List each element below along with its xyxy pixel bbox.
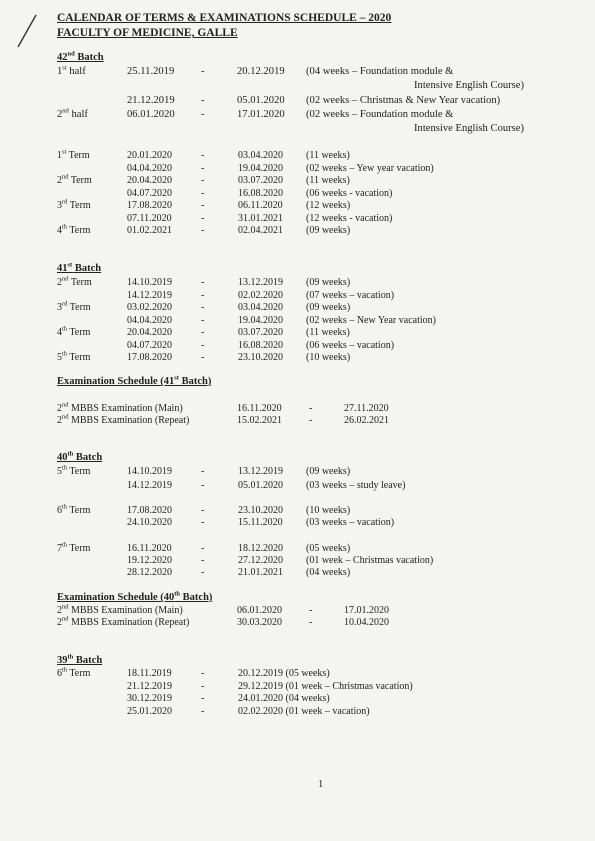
exam-ordinal-suffix: nd: [62, 401, 69, 409]
duration-note: (12 weeks): [306, 200, 351, 211]
start-date: 21.12.2019: [127, 95, 175, 106]
date-separator: -: [201, 668, 205, 679]
term-row: [0, 706, 595, 718]
start-date: 01.02.2021: [127, 225, 172, 236]
term-number: 3: [57, 200, 62, 211]
start-date: 20.01.2020: [127, 150, 172, 161]
term-label: [57, 352, 90, 363]
date-separator: -: [201, 150, 205, 161]
date-separator: -: [201, 213, 205, 224]
term-row: [0, 517, 595, 529]
duration-note: (04 weeks): [306, 567, 351, 578]
exam-end-date: 10.04.2020: [344, 617, 389, 628]
end-date-with-note: 24.01.2020 (04 weeks): [238, 693, 330, 704]
pen-mark-icon: [6, 12, 46, 52]
term-word: Term: [69, 200, 91, 211]
start-date: 14.12.2019: [127, 290, 172, 301]
term-word: Term: [70, 175, 92, 186]
term-row: [0, 175, 595, 187]
faculty-name: FACULTY OF MEDICINE, GALLE: [57, 27, 238, 39]
duration-note: (09 weeks): [306, 225, 351, 236]
end-date: 19.04.2020: [238, 315, 283, 326]
term-number: 7: [57, 543, 62, 554]
start-date: 17.08.2020: [127, 505, 172, 516]
start-date: 14.10.2019: [127, 277, 172, 288]
term-word: Term: [68, 150, 90, 161]
duration-note: (05 weeks): [306, 543, 351, 554]
term-ordinal-suffix: st: [62, 148, 67, 156]
term-row: [0, 543, 595, 555]
term-word: Term: [69, 668, 91, 679]
end-date: 05.01.2020: [237, 95, 285, 106]
term-word: Term: [69, 466, 91, 477]
term-word: Term: [69, 302, 91, 313]
term-row: [0, 213, 595, 225]
term-label: [57, 109, 88, 120]
duration-note: (06 weeks – vacation): [306, 340, 395, 351]
exam-end-date: 17.01.2020: [344, 605, 389, 616]
duration-note: (03 weeks – study leave): [306, 480, 406, 491]
date-separator: -: [201, 466, 205, 477]
term-number: 4: [57, 225, 62, 236]
term-label: [57, 505, 90, 516]
date-separator: -: [309, 605, 313, 616]
term-label: [57, 150, 90, 161]
duration-note: (11 weeks): [306, 327, 350, 338]
term-label: [57, 277, 92, 288]
end-date: 03.04.2020: [238, 150, 283, 161]
date-separator: -: [201, 66, 205, 77]
term-label: [57, 668, 90, 679]
exam-row: [0, 403, 595, 415]
start-date: 25.01.2020: [127, 706, 172, 717]
batch-42-note-continued-2: Intensive English Course): [414, 123, 525, 134]
date-separator: -: [201, 543, 205, 554]
date-separator: -: [201, 480, 205, 491]
term-row: [0, 555, 595, 567]
start-date: 14.10.2019: [127, 466, 172, 477]
end-date: 16.08.2020: [238, 188, 283, 199]
term-word: half: [71, 109, 88, 120]
term-number: 5: [57, 352, 62, 363]
duration-note: (02 weeks – Yew year vacation): [306, 163, 434, 174]
term-ordinal-suffix: st: [62, 64, 67, 72]
half-row: [0, 66, 595, 78]
date-separator: -: [201, 225, 205, 236]
date-separator: -: [201, 681, 205, 692]
term-row: [0, 150, 595, 162]
end-date: 31.01.2021: [238, 213, 283, 224]
duration-note: (09 weeks): [306, 277, 351, 288]
start-date: 04.04.2020: [127, 163, 172, 174]
term-row: [0, 163, 595, 175]
term-label: [57, 466, 90, 477]
term-row: [0, 567, 595, 579]
term-row: [0, 693, 595, 705]
start-date: 07.11.2020: [127, 213, 172, 224]
duration-note: (11 weeks): [306, 175, 350, 186]
start-date: 04.07.2020: [127, 188, 172, 199]
term-number: 6: [57, 668, 62, 679]
duration-note: (10 weeks): [306, 505, 351, 516]
start-date: 20.04.2020: [127, 175, 172, 186]
duration-note: (07 weeks – vacation): [306, 290, 395, 301]
date-separator: -: [201, 517, 205, 528]
exam-row: [0, 617, 595, 629]
date-separator: -: [201, 352, 205, 363]
duration-note: (10 weeks): [306, 352, 351, 363]
term-ordinal-suffix: th: [62, 464, 68, 472]
start-date: 04.07.2020: [127, 340, 172, 351]
exam-end-date: 27.11.2020: [344, 403, 389, 414]
batch-42-heading: 42nd Batch: [57, 50, 104, 63]
date-separator: -: [201, 327, 205, 338]
start-date: 14.12.2019: [127, 480, 172, 491]
document-title: CALENDAR OF TERMS & EXAMINATIONS SCHEDULE – 2020: [57, 12, 392, 24]
exam-name: MBBS Examination (Repeat): [71, 617, 190, 628]
start-date: 04.04.2020: [127, 315, 172, 326]
batch-42-note-continued-1: Intensive English Course): [414, 80, 525, 91]
term-row: [0, 668, 595, 680]
end-date: 13.12.2019: [238, 277, 283, 288]
start-date: 06.01.2020: [127, 109, 175, 120]
end-date: 21.01.2021: [238, 567, 283, 578]
exam-end-date: 26.02.2021: [344, 415, 389, 426]
term-ordinal-suffix: nd: [62, 173, 69, 181]
batch-41-heading: 41st Batch: [57, 261, 102, 274]
term-row: [0, 315, 595, 327]
exam-name: MBBS Examination (Main): [71, 605, 183, 616]
term-number: 1: [57, 66, 63, 77]
end-date: 19.04.2020: [238, 163, 283, 174]
exam-start-date: 06.01.2020: [237, 605, 282, 616]
exam-schedule-41-heading: Examination Schedule (41st Batch): [57, 374, 212, 387]
date-separator: -: [201, 200, 205, 211]
term-word: half: [69, 66, 86, 77]
term-row: [0, 340, 595, 352]
date-separator: -: [201, 302, 205, 313]
start-date: 25.11.2019: [127, 66, 175, 77]
batch-39-heading: 39th Batch: [57, 653, 103, 666]
date-separator: -: [201, 706, 205, 717]
term-row: [0, 290, 595, 302]
end-date: 20.12.2019: [237, 66, 285, 77]
term-row: [0, 352, 595, 364]
end-date: 02.04.2021: [238, 225, 283, 236]
duration-note: (11 weeks): [306, 150, 350, 161]
exam-row: [0, 605, 595, 617]
exam-ordinal-suffix: nd: [62, 615, 69, 623]
duration-note: (04 weeks – Foundation module &: [306, 66, 454, 77]
duration-note: (02 weeks – New Year vacation): [306, 315, 436, 326]
start-date: 20.04.2020: [127, 327, 172, 338]
start-date: 16.11.2020: [127, 543, 172, 554]
half-row: [0, 109, 595, 121]
date-separator: -: [201, 175, 205, 186]
start-date: 28.12.2020: [127, 567, 172, 578]
date-separator: -: [201, 188, 205, 199]
date-separator: -: [201, 555, 205, 566]
term-label: [57, 225, 90, 236]
term-number: 2: [57, 109, 63, 120]
term-label: [57, 200, 91, 211]
date-separator: -: [201, 567, 205, 578]
batch-40-heading: 40th Batch: [57, 450, 103, 463]
exam-year: 2: [57, 415, 62, 426]
date-separator: -: [201, 95, 205, 106]
term-row: [0, 466, 595, 478]
start-date: 03.02.2020: [127, 302, 172, 313]
end-date: 03.04.2020: [238, 302, 283, 313]
term-row: [0, 505, 595, 517]
end-date: 03.07.2020: [238, 327, 283, 338]
term-label: [57, 543, 90, 554]
term-row: [0, 327, 595, 339]
term-ordinal-suffix: th: [62, 350, 68, 358]
duration-note: (01 week – Christmas vacation): [306, 555, 434, 566]
date-separator: -: [309, 403, 313, 414]
date-separator: -: [201, 505, 205, 516]
term-row: [0, 480, 595, 492]
end-date-with-note: 20.12.2019 (05 weeks): [238, 668, 330, 679]
end-date: 16.08.2020: [238, 340, 283, 351]
duration-note: (03 weeks – vacation): [306, 517, 395, 528]
exam-name: MBBS Examination (Main): [71, 403, 183, 414]
exam-ordinal-suffix: nd: [62, 603, 69, 611]
term-word: Term: [69, 225, 91, 236]
end-date: 23.10.2020: [238, 505, 283, 516]
exam-ordinal-suffix: nd: [62, 413, 69, 421]
duration-note: (09 weeks): [306, 466, 351, 477]
term-label: [57, 175, 92, 186]
term-word: Term: [69, 543, 91, 554]
term-label: [57, 66, 86, 77]
end-date: 02.02.2020: [238, 290, 283, 301]
end-date: 15.11.2020: [238, 517, 283, 528]
date-separator: -: [201, 163, 205, 174]
exam-start-date: 30.03.2020: [237, 617, 282, 628]
date-separator: -: [201, 315, 205, 326]
start-date: 30.12.2019: [127, 693, 172, 704]
duration-note: (02 weeks – Christmas & New Year vacation): [306, 95, 501, 106]
end-date: 05.01.2020: [238, 480, 283, 491]
term-word: Term: [70, 277, 92, 288]
exam-year: 2: [57, 605, 62, 616]
duration-note: (12 weeks - vacation): [306, 213, 393, 224]
end-date: 13.12.2019: [238, 466, 283, 477]
end-date-with-note: 02.02.2020 (01 week – vacation): [238, 706, 370, 717]
term-number: 4: [57, 327, 62, 338]
start-date: 17.08.2020: [127, 200, 172, 211]
start-date: 19.12.2020: [127, 555, 172, 566]
duration-note: (02 weeks – Foundation module &: [306, 109, 454, 120]
page-number: 1: [318, 779, 324, 790]
term-ordinal-suffix: rd: [62, 300, 68, 308]
term-ordinal-suffix: th: [62, 503, 68, 511]
exam-start-date: 15.02.2021: [237, 415, 282, 426]
exam-name: MBBS Examination (Repeat): [71, 415, 190, 426]
exam-year: 2: [57, 403, 62, 414]
term-number: 3: [57, 302, 62, 313]
term-number: 2: [57, 277, 62, 288]
exam-start-date: 16.11.2020: [237, 403, 282, 414]
date-separator: -: [309, 415, 313, 426]
date-separator: -: [201, 109, 205, 120]
term-ordinal-suffix: rd: [62, 198, 68, 206]
term-ordinal-suffix: nd: [62, 107, 69, 115]
term-row: [0, 681, 595, 693]
date-separator: -: [201, 340, 205, 351]
term-ordinal-suffix: nd: [62, 275, 69, 283]
date-separator: -: [201, 277, 205, 288]
start-date: 21.12.2019: [127, 681, 172, 692]
end-date: 27.12.2020: [238, 555, 283, 566]
end-date: 03.07.2020: [238, 175, 283, 186]
term-word: Term: [69, 327, 91, 338]
start-date: 17.08.2020: [127, 352, 172, 363]
exam-label: [57, 415, 189, 426]
term-label: [57, 302, 91, 313]
term-row: [0, 277, 595, 289]
term-ordinal-suffix: th: [62, 541, 68, 549]
exam-label: [57, 617, 189, 628]
term-ordinal-suffix: th: [62, 325, 68, 333]
exam-row: [0, 415, 595, 427]
end-date: 23.10.2020: [238, 352, 283, 363]
date-separator: -: [201, 290, 205, 301]
date-separator: -: [201, 693, 205, 704]
exam-label: [57, 403, 183, 414]
term-word: Term: [69, 352, 91, 363]
start-date: 18.11.2019: [127, 668, 172, 679]
term-label: [57, 327, 90, 338]
term-row: [0, 200, 595, 212]
term-row: [0, 225, 595, 237]
duration-note: (09 weeks): [306, 302, 351, 313]
start-date: 24.10.2020: [127, 517, 172, 528]
term-number: 2: [57, 175, 62, 186]
end-date: 18.12.2020: [238, 543, 283, 554]
end-date: 06.11.2020: [238, 200, 283, 211]
term-row: [0, 188, 595, 200]
exam-year: 2: [57, 617, 62, 628]
duration-note: (06 weeks - vacation): [306, 188, 393, 199]
term-row: [0, 302, 595, 314]
half-row: [0, 95, 595, 107]
exam-label: [57, 605, 183, 616]
term-ordinal-suffix: th: [62, 666, 68, 674]
term-word: Term: [69, 505, 91, 516]
end-date: 17.01.2020: [237, 109, 285, 120]
term-number: 1: [57, 150, 62, 161]
end-date-with-note: 29.12.2019 (01 week – Christmas vacation): [238, 681, 413, 692]
exam-schedule-40-heading: Examination Schedule (40th Batch): [57, 590, 213, 603]
term-ordinal-suffix: th: [62, 223, 68, 231]
term-number: 6: [57, 505, 62, 516]
date-separator: -: [309, 617, 313, 628]
term-number: 5: [57, 466, 62, 477]
